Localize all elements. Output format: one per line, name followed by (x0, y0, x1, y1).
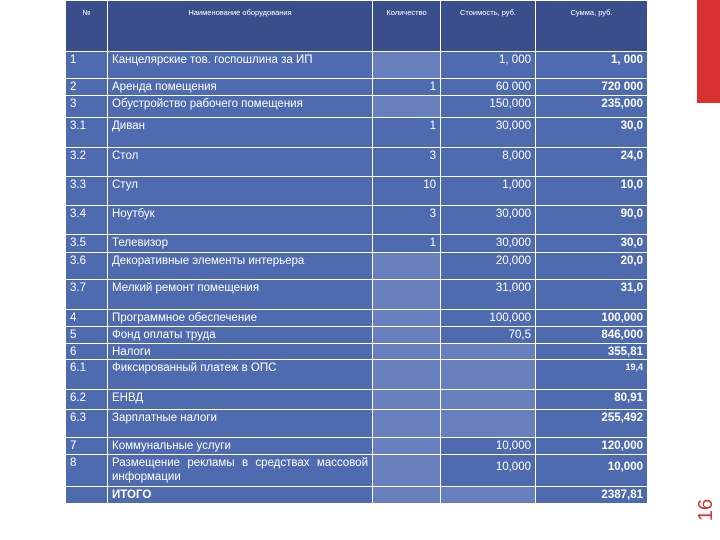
table-row (66, 310, 648, 327)
cell-name: Обустройство рабочего помещения (108, 96, 373, 118)
cell-name: Налоги (108, 343, 373, 360)
cell-number: 3 (66, 96, 108, 118)
table-row (66, 410, 648, 438)
cell-sum: 10,000 (536, 455, 648, 487)
header-quantity: Количество (373, 1, 441, 52)
cell-quantity (373, 438, 441, 455)
cell-price: 150,000 (441, 96, 536, 118)
cell-number: 3.2 (66, 148, 108, 177)
cell-number: 3.4 (66, 206, 108, 235)
cell-price: 30,000 (441, 206, 536, 235)
cell-sum: 30,0 (536, 118, 648, 148)
cell-price: 1, 000 (441, 52, 536, 79)
cell-name: Мелкий ремонт помещения (108, 280, 373, 310)
cell-quantity (373, 310, 441, 327)
cell-name: Аренда помещения (108, 79, 373, 96)
cell-quantity: 1 (373, 235, 441, 253)
cell-sum: 90,0 (536, 206, 648, 235)
cell-sum: 30,0 (536, 235, 648, 253)
cell-sum: 355,81 (536, 343, 648, 360)
cell-number: 6.2 (66, 390, 108, 410)
cell-name: Канцелярские тов. госпошлина за ИП (108, 52, 373, 79)
cell-number: 6.1 (66, 360, 108, 390)
table-row (66, 438, 648, 455)
cell-quantity (373, 390, 441, 410)
table-row (66, 280, 648, 310)
cell-price: 30,000 (441, 118, 536, 148)
cell-price: 10,000 (441, 455, 536, 487)
cell-number: 1 (66, 52, 108, 79)
cell-number: 7 (66, 438, 108, 455)
cell-quantity (373, 410, 441, 438)
cell-sum: 20,0 (536, 253, 648, 280)
cell-quantity (373, 487, 441, 504)
cell-sum: 255,492 (536, 410, 648, 438)
cell-sum: 31,0 (536, 280, 648, 310)
cell-sum: 120,000 (536, 438, 648, 455)
cell-quantity: 3 (373, 148, 441, 177)
table-row (66, 52, 648, 79)
cell-name: Стул (108, 177, 373, 206)
cell-price (441, 487, 536, 504)
cell-price: 20,000 (441, 253, 536, 280)
cell-name: Размещение рекламы в средствах массовой информации (108, 455, 373, 487)
cell-name: Программное обеспечение (108, 310, 373, 327)
cell-sum: 24,0 (536, 148, 648, 177)
cell-sum: 1, 000 (536, 52, 648, 79)
header-name: Наименование оборудования (108, 1, 373, 52)
cell-quantity (373, 96, 441, 118)
table-row (66, 343, 648, 360)
table-row (66, 206, 648, 235)
cell-name: Декоративные элементы интерьера (108, 253, 373, 280)
cell-sum: 100,000 (536, 310, 648, 327)
cell-number: 3.7 (66, 280, 108, 310)
cell-number: 2 (66, 79, 108, 96)
cell-price (441, 343, 536, 360)
cell-number: 3.3 (66, 177, 108, 206)
cell-quantity: 1 (373, 118, 441, 148)
cell-number (66, 487, 108, 504)
cell-number: 3.6 (66, 253, 108, 280)
cell-sum: 235,000 (536, 96, 648, 118)
cell-name: ЕНВД (108, 390, 373, 410)
cell-number: 3.5 (66, 235, 108, 253)
table-row (66, 148, 648, 177)
cell-sum: 80,91 (536, 390, 648, 410)
table-header-row (66, 1, 648, 52)
cell-number: 4 (66, 310, 108, 327)
table-row (66, 79, 648, 96)
cell-sum: 720 000 (536, 79, 648, 96)
table-total-row (66, 487, 648, 504)
table-row (66, 235, 648, 253)
cell-price: 8,000 (441, 148, 536, 177)
cell-quantity (373, 343, 441, 360)
cell-price: 31,000 (441, 280, 536, 310)
cell-price: 1,000 (441, 177, 536, 206)
cell-name: Стол (108, 148, 373, 177)
table-row (66, 455, 648, 487)
cell-number: 5 (66, 326, 108, 343)
cell-price (441, 360, 536, 390)
cell-name: Ноутбук (108, 206, 373, 235)
cell-number: 6.3 (66, 410, 108, 438)
cell-name: ИТОГО (108, 487, 373, 504)
budget-table (65, 0, 648, 504)
cell-name: Фонд оплаты труда (108, 326, 373, 343)
cell-price: 60 000 (441, 79, 536, 96)
cell-price: 70,5 (441, 326, 536, 343)
table-row (66, 96, 648, 118)
accent-bar (697, 0, 720, 103)
slide-number: 16 (694, 498, 717, 522)
table-row (66, 253, 648, 280)
cell-quantity: 3 (373, 206, 441, 235)
cell-sum: 19,4 (536, 360, 648, 390)
header-sum: Сумма, руб. (536, 1, 648, 52)
cell-price: 100,000 (441, 310, 536, 327)
cell-price: 10,000 (441, 438, 536, 455)
cell-quantity (373, 326, 441, 343)
cell-name: Диван (108, 118, 373, 148)
cell-price: 30,000 (441, 235, 536, 253)
table-row (66, 177, 648, 206)
header-price: Стоимость, руб. (441, 1, 536, 52)
cell-quantity: 1 (373, 79, 441, 96)
header-number: № (66, 1, 108, 52)
cell-quantity (373, 360, 441, 390)
cell-sum: 846,000 (536, 326, 648, 343)
table-row (66, 118, 648, 148)
cell-quantity (373, 455, 441, 487)
cell-price (441, 390, 536, 410)
table-row (66, 390, 648, 410)
cell-price (441, 410, 536, 438)
cell-name: Коммунальные услуги (108, 438, 373, 455)
table-row (66, 326, 648, 343)
table-row (66, 360, 648, 390)
cell-quantity (373, 52, 441, 79)
cell-sum: 10,0 (536, 177, 648, 206)
cell-number: 3.1 (66, 118, 108, 148)
cell-name: Телевизор (108, 235, 373, 253)
cell-quantity: 10 (373, 177, 441, 206)
cell-quantity (373, 253, 441, 280)
cell-name: Зарплатные налоги (108, 410, 373, 438)
cell-sum: 2387,81 (536, 487, 648, 504)
cell-name: Фиксированный платеж в ОПС (108, 360, 373, 390)
cell-number: 8 (66, 455, 108, 487)
cell-quantity (373, 280, 441, 310)
cell-number: 6 (66, 343, 108, 360)
